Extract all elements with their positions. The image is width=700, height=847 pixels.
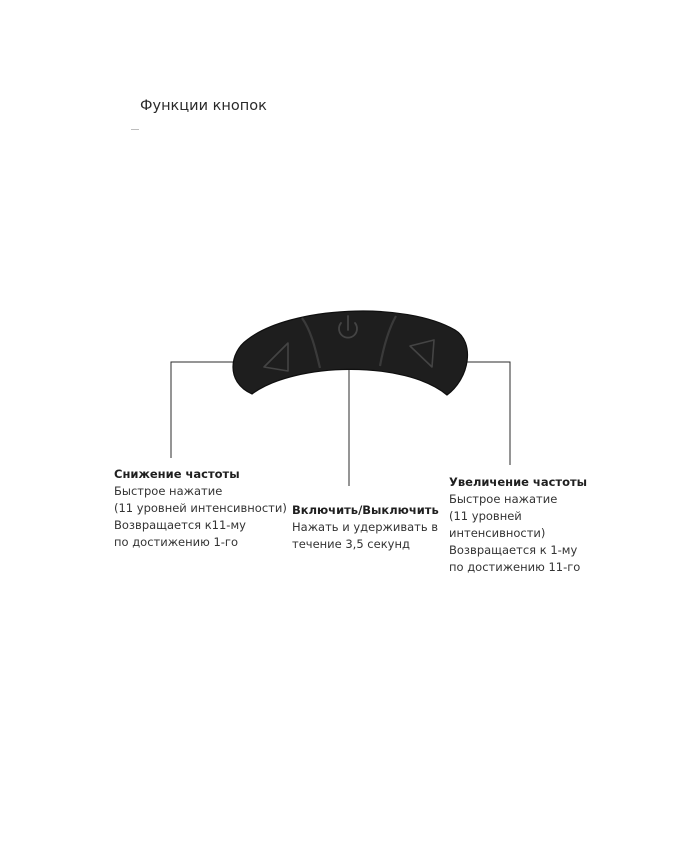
connector-right (462, 362, 510, 465)
annotation-increase (449, 474, 599, 576)
annotation-line: (11 уровней (449, 509, 522, 523)
annotation-heading: Включить/Выключить (292, 503, 439, 517)
annotation-line: Возвращается к 1-му (449, 543, 578, 557)
annotation-heading: Увеличение частоты (449, 475, 588, 489)
annotation-decrease (114, 466, 289, 551)
annotation-line: течение 3,5 секунд (292, 537, 410, 551)
annotation-power (292, 502, 442, 553)
annotation-line: Быстрое нажатие (114, 484, 223, 498)
annotation-line: Быстрое нажатие (449, 492, 558, 506)
button-device (233, 311, 467, 395)
annotation-line: интенсивности) (449, 526, 546, 540)
annotation-line: Возвращается к11-му (114, 518, 246, 532)
annotation-line: Нажать и удерживать в (292, 520, 439, 534)
annotation-line: (11 уровней интенсивности) (114, 501, 287, 515)
page-title: Функции кнопок (140, 98, 267, 114)
annotation-line: по достижению 11-го (449, 560, 581, 574)
annotation-line: по достижению 1-го (114, 535, 239, 549)
annotation-heading: Снижение частоты (114, 467, 240, 481)
connector-left (171, 362, 237, 458)
